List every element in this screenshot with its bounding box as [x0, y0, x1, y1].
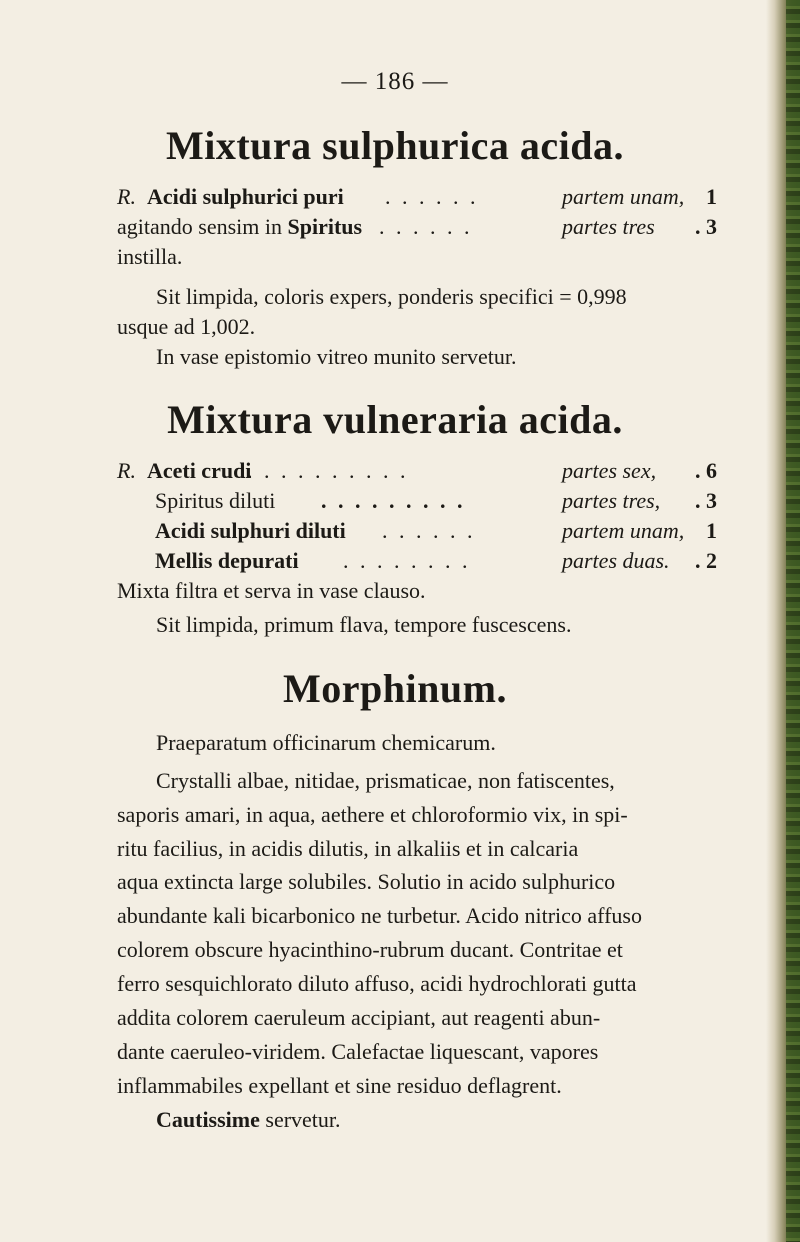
text-line: colorem obscure hyacinthino-rubrum ducant. Contritae et [117, 937, 623, 962]
ingredient-name: Mellis depurati [155, 548, 299, 573]
text-line: ritu facilius, in acidis dilutis, in alkaliis et in calcaria [117, 836, 579, 861]
ingredient-quantity: partes tres, [562, 488, 661, 513]
ingredient-quantity: partem unam, [562, 184, 685, 209]
text-line: saporis amari, in aqua, aethere et chloroformio vix, in spi- [117, 802, 628, 827]
leader-dots: . . . . . . [385, 184, 479, 209]
ingredient-name: Acidi sulphuri diluti [155, 518, 346, 543]
ingredient-amount: 1 [706, 184, 717, 209]
ingredient-amount: . 2 [695, 548, 717, 573]
ingredient-amount: . 3 [695, 488, 717, 513]
recipe-line [117, 214, 717, 244]
leader-dots: . . . . . . . . . [321, 488, 466, 513]
ingredient-quantity: partes duas. [562, 548, 670, 573]
text-line: Praeparatum officinarum chemicarum. [156, 730, 496, 755]
text-line: In vase epistomio vitreo munito servetur. [156, 344, 517, 369]
text-line: Sit limpida, coloris expers, ponderis specifici = 0,998 [156, 284, 627, 309]
ingredient-name: R. Acidi sulphurici puri [117, 184, 344, 209]
text-line: aqua extincta large solubiles. Solutio in acido sulphurico [117, 869, 616, 894]
text-line: Cautissime servetur. [156, 1107, 341, 1132]
leader-dots: . . . . . . [382, 518, 476, 543]
leader-dots: . . . . . . [379, 214, 473, 239]
recipe-line [117, 458, 717, 488]
leader-dots: . . . . . . . . [343, 548, 471, 573]
recipe-line [117, 184, 717, 214]
text-line: usque ad 1,002. [117, 314, 256, 339]
page-number: — 186 — [341, 68, 449, 95]
ingredient-name: agitando sensim in Spiritus [117, 214, 363, 239]
text-line: Crystalli albae, nitidae, prismaticae, non fatiscentes, [156, 768, 615, 793]
ingredient-amount: . 6 [695, 458, 717, 483]
text-line: inflammabiles expellant et sine residuo deflagrent. [117, 1073, 562, 1098]
text-line: ferro sesquichlorato diluto affuso, acidi hydrochlorati gutta [117, 971, 637, 996]
text-line: addita colorem caeruleum accipiant, aut reagenti abun- [117, 1005, 601, 1030]
recipe-line [117, 548, 717, 578]
text-line: instilla. [117, 244, 183, 269]
recipe-line [117, 488, 717, 518]
recipe-line [117, 518, 717, 548]
ingredient-quantity: partes tres [562, 214, 655, 239]
page-edge-stripes [786, 0, 800, 1242]
ingredient-amount: . 3 [695, 214, 717, 239]
ingredient-name: R. Aceti crudi [117, 458, 252, 483]
section-heading-mixtura-sulphurica: Mixtura sulphurica acida. [165, 123, 625, 168]
text-line: Mixta filtra et serva in vase clauso. [117, 578, 426, 603]
ingredient-quantity: partes sex, [562, 458, 657, 483]
leader-dots: . . . . . . . . . . [247, 458, 409, 483]
ingredient-name: Spiritus diluti [155, 488, 276, 513]
ingredient-quantity: partem unam, [562, 518, 685, 543]
section-heading-morphinum: Morphinum. [283, 666, 507, 711]
text-line: Sit limpida, primum flava, tempore fuscescens. [156, 612, 572, 637]
ingredient-amount: 1 [706, 518, 717, 543]
section-heading-mixtura-vulneraria: Mixtura vulneraria acida. [167, 397, 623, 442]
text-line: abundante kali bicarbonico ne turbetur. Acido nitrico affuso [117, 903, 642, 928]
text-line: dante caeruleo-viridem. Calefactae liquescant, vapores [117, 1039, 599, 1064]
